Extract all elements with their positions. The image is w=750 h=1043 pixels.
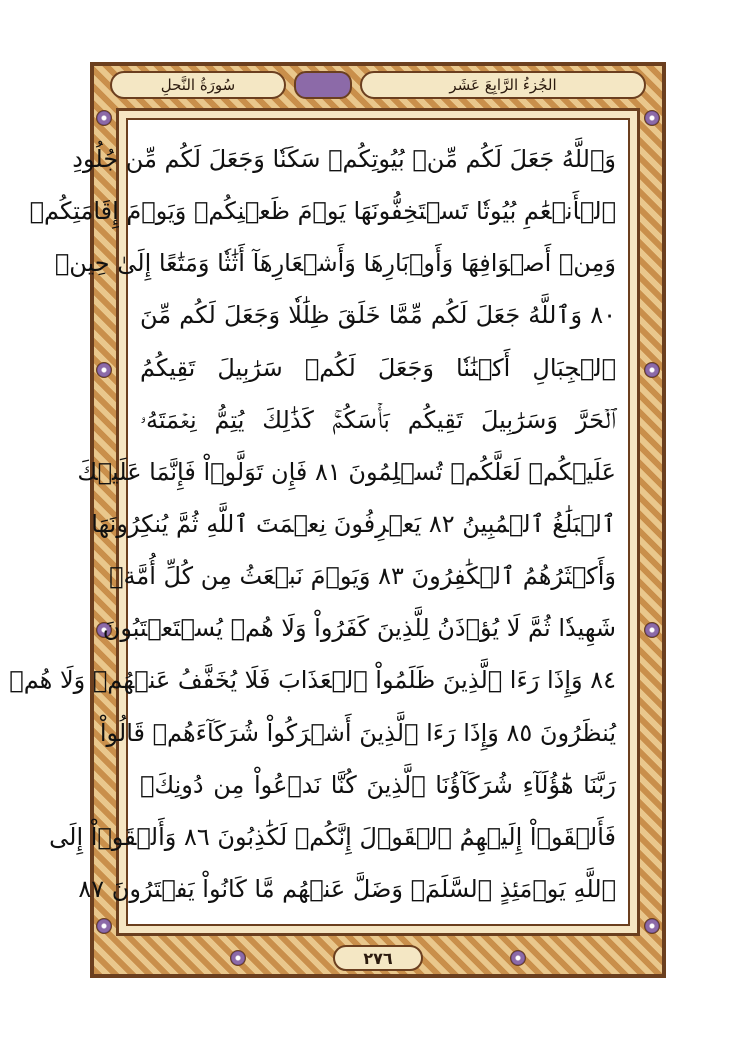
text-line: ٱللَّهِ يَوۡمَئِذٍ ٱلسَّلَمَۖ وَضَلَّ عَنۡهُم مَّا كَانُواْ يَفۡتَرُونَ ٨٧ bbox=[78, 874, 616, 903]
mushaf-page bbox=[9, 62, 666, 978]
text-line: عَلَيۡكُمۡ لَعَلَّكُمۡ تُسۡلِمُونَ ٨١ فَإِن تَوَلَّوۡاْ فَإِنَّمَا عَلَيۡكَ bbox=[77, 457, 616, 486]
flower-ornament-icon bbox=[644, 110, 660, 126]
text-line: رَبَّنَا هَٰٓؤُلَآءِ شُرَكَآؤُنَا ٱلَّذِينَ كُنَّا نَدۡعُواْ مِن دُونِكَۖ bbox=[140, 770, 616, 799]
flower-ornament-icon bbox=[96, 110, 112, 126]
header-ornament bbox=[294, 71, 352, 99]
juz-name: الجُزءُ الرَّابِعَ عَشَر bbox=[449, 76, 557, 94]
text-line: فَأَلۡقَوۡاْ إِلَيۡهِمُ ٱلۡقَوۡلَ إِنَّكُمۡ لَكَٰذِبُونَ ٨٦ وَأَلۡقَوۡاْ إِلَى bbox=[49, 822, 616, 851]
text-line: ٨٤ وَإِذَا رَءَا ٱلَّذِينَ ظَلَمُواْ ٱلۡعَذَابَ فَلَا يُخَفَّفُ عَنۡهُمۡ وَلَا هُمۡ bbox=[9, 666, 616, 695]
flower-ornament-icon bbox=[644, 362, 660, 378]
juz-name-cartouche bbox=[360, 71, 646, 99]
flower-ornament-icon bbox=[644, 918, 660, 934]
surah-name-cartouche bbox=[110, 71, 286, 99]
text-lines bbox=[9, 134, 616, 914]
flower-ornament-icon bbox=[96, 362, 112, 378]
page-footer bbox=[90, 944, 666, 972]
text-line: وَأَكۡثَرُهُمُ ٱلۡكَٰفِرُونَ ٨٣ وَيَوۡمَ نَبۡعَثُ مِن كُلِّ أُمَّةٖ bbox=[109, 562, 616, 591]
text-line: وَمِنۡ أَصۡوَافِهَا وَأَوۡبَارِهَا وَأَشۡعَارِهَآ أَثَٰثٗا وَمَتَٰعًا إِلَىٰ حِينٖ bbox=[54, 249, 616, 278]
text-line: يُنظَرُونَ ٨٥ وَإِذَا رَءَا ٱلَّذِينَ أَشۡرَكُواْ شُرَكَآءَهُمۡ قَالُواْ bbox=[99, 718, 616, 747]
text-line: ٱلۡبَلَٰغُ ٱلۡمُبِينُ ٨٢ يَعۡرِفُونَ نِعۡمَتَ ٱللَّهِ ثُمَّ يُنكِرُونَهَا bbox=[91, 509, 616, 538]
flower-ornament-icon bbox=[644, 622, 660, 638]
text-line: ٨٠ وَٱللَّهُ جَعَلَ لَكُم مِّمَّا خَلَقَ ظِلَٰلٗا وَجَعَلَ لَكُم مِّنَ bbox=[140, 301, 616, 330]
quran-text-area bbox=[9, 118, 630, 926]
page-number: ٢٧٦ bbox=[333, 945, 423, 971]
text-line: شَهِيدٗا ثُمَّ لَا يُؤۡذَنُ لِلَّذِينَ كَفَرُواْ وَلَا هُمۡ يُسۡتَعۡتَبُونَ bbox=[102, 614, 616, 643]
flower-ornament-icon bbox=[96, 918, 112, 934]
text-line: وَٱللَّهُ جَعَلَ لَكُم مِّنۢ بُيُوتِكُمۡ سَكَنٗا وَجَعَلَ لَكُم مِّن جُلُودِ bbox=[72, 145, 616, 173]
text-line: ٱلۡجِبَالِ أَكۡنَٰنٗا وَجَعَلَ لَكُمۡ سَرَٰبِيلَ تَقِيكُمُ bbox=[140, 353, 616, 382]
surah-name: سُورَةُ النَّحلِ bbox=[160, 76, 236, 94]
page-header bbox=[110, 70, 646, 100]
text-line: ٱلۡأَنۡعَٰمِ بُيُوتٗا تَسۡتَخِفُّونَهَا يَوۡمَ ظَعۡنِكُمۡ وَيَوۡمَ إِقَامَتِكُمۡ bbox=[29, 197, 616, 226]
text-line: ٱلۡحَرَّ وَسَرَٰبِيلَ تَقِيكُم بَأۡسَكُمۡۚ كَذَٰلِكَ يُتِمُّ نِعۡمَتَهُۥ bbox=[140, 405, 616, 434]
